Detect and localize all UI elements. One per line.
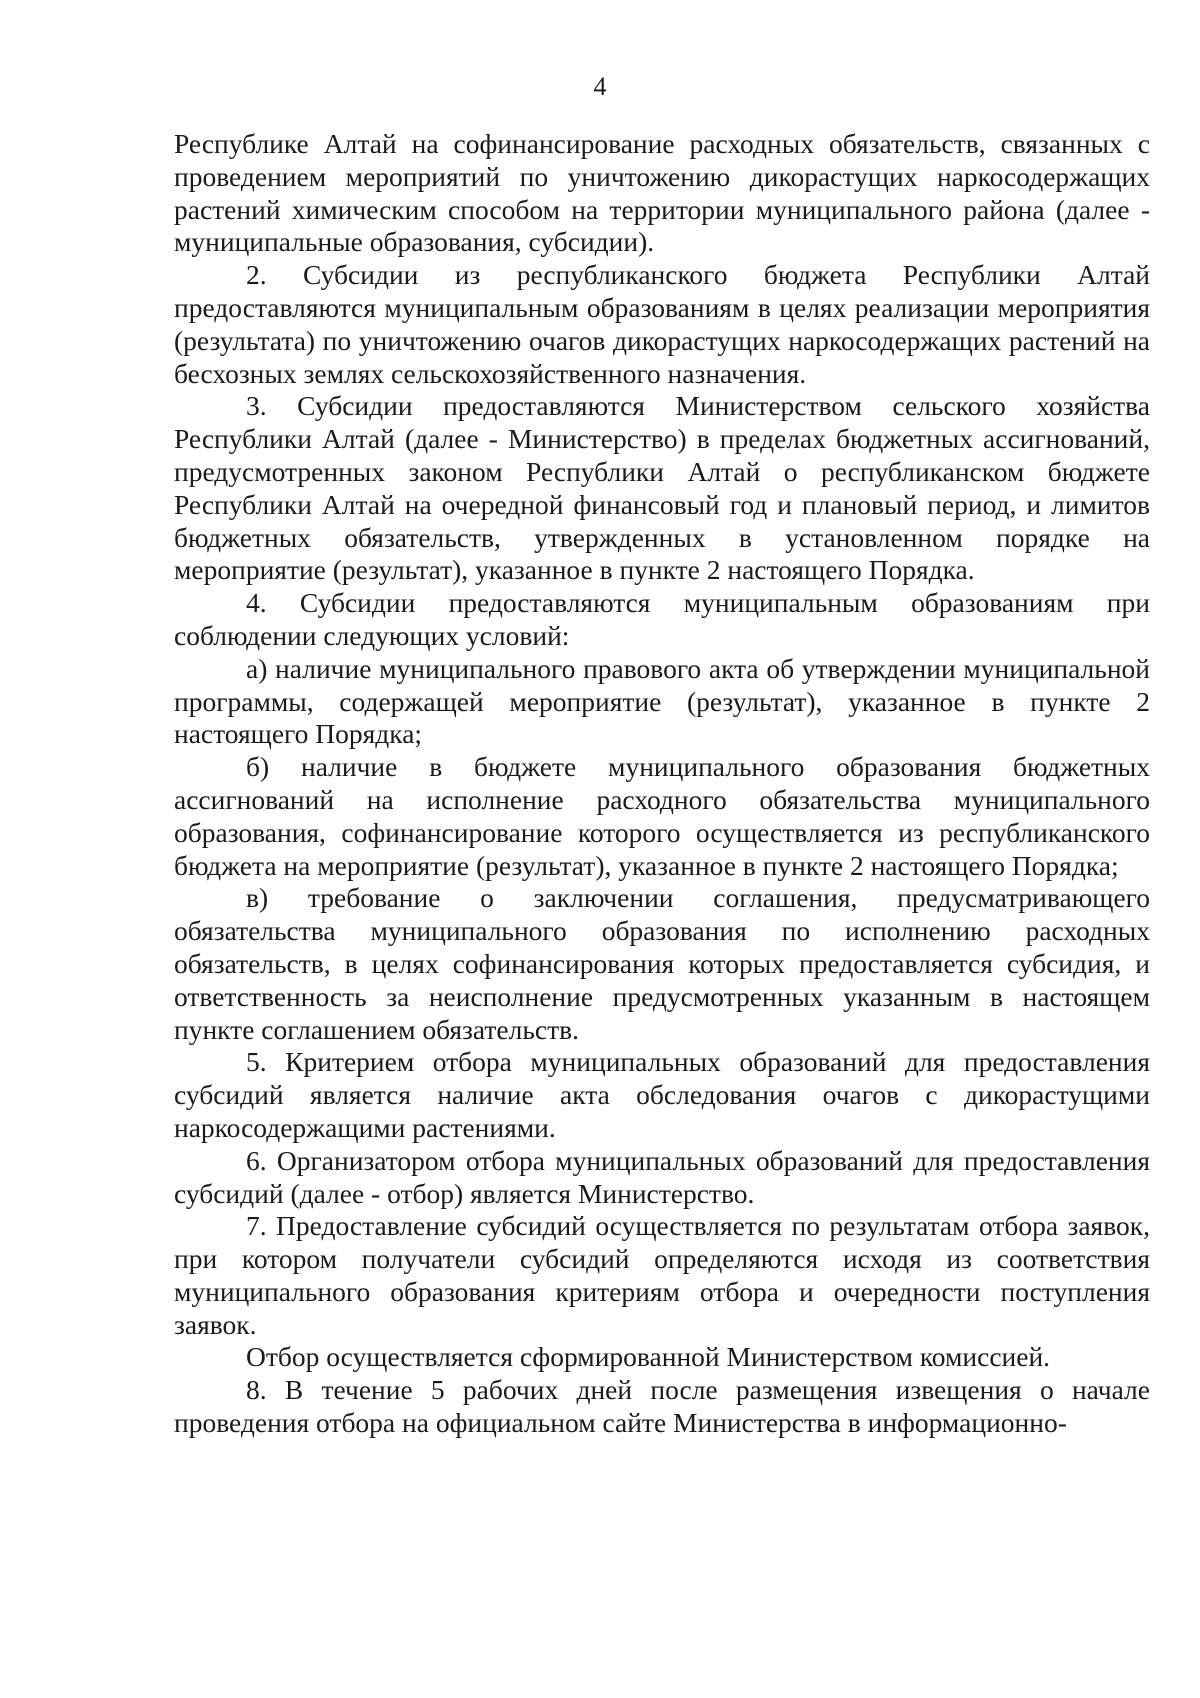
paragraph-continuation: Республике Алтай на софинансирование расходных обязательств, связанных с проведением мероприятий по уничтожению дикорастущих наркосодержащих растений химическим способом на территории муниципального района (далее - муниципальные образования, субсидии). <box>174 128 1150 258</box>
paragraph-clause-8: 8. В течение 5 рабочих дней после размещения извещения о начале проведения отбора на официальном сайте Министерства в информационно- <box>174 1374 1150 1439</box>
paragraph-subclause-a: а) наличие муниципального правового акта об утверждении муниципальной программы, содержащей мероприятие (результат), указанное в пункте 2 настоящего Порядка; <box>174 652 1150 750</box>
document-body <box>174 128 1150 1440</box>
paragraph-clause-6: 6. Организатором отбора муниципальных образований для предоставления субсидий (далее - отбор) является Министерство. <box>174 1144 1150 1209</box>
page-number: 4 <box>593 72 607 101</box>
paragraph-clause-5: 5. Критерием отбора муниципальных образований для предоставления субсидий является наличие акта обследования очагов с дикорастущими наркосодержащими растениями. <box>174 1046 1150 1143</box>
paragraph-clause-3: 3. Субсидии предоставляются Министерством сельского хозяйства Республики Алтай (далее - Министерство) в пределах бюджетных ассигнований, предусмотренных законом Республики Алтай о республиканском бюджете Республики Алтай на очередной финансовый год и плановый период, и лимитов бюджетных обязательств, утвержденных в установленном порядке на мероприятие (результат), указанное в пункте 2 настоящего Порядка. <box>174 390 1150 586</box>
paragraph-subclause-v: в) требование о заключении соглашения, предусматривающего обязательства муниципального образования по исполнению расходных обязательств, в целях софинансирования которых предоставляется субсидия, и ответственность за неисполнение предусмотренных указанным в настоящем пункте соглашением обязательств. <box>174 882 1150 1045</box>
paragraph-clause-7: 7. Предоставление субсидий осуществляется по результатам отбора заявок, при котором получатели субсидий определяются исходя из соответствия муниципального образования критериям отбора и очередности поступления заявок. <box>174 1210 1150 1340</box>
paragraph-commission: Отбор осуществляется сформированной Министерством комиссией. <box>246 1341 1051 1373</box>
paragraph-subclause-b: б) наличие в бюджете муниципального образования бюджетных ассигнований на исполнение расходного обязательства муниципального образования, софинансирование которого осуществляется из республиканского бюджета на мероприятие (результат), указанное в пункте 2 настоящего Порядка; <box>174 751 1150 881</box>
paragraph-clause-2: 2. Субсидии из республиканского бюджета Республики Алтай предоставляются муниципальным образованиям в целях реализации мероприятия (результата) по уничтожению очагов дикорастущих наркосодержащих растений на бесхозных землях сельскохозяйственного назначения. <box>174 259 1150 389</box>
paragraph-clause-4: 4. Субсидии предоставляются муниципальным образованиям при соблюдении следующих условий: <box>174 587 1150 651</box>
